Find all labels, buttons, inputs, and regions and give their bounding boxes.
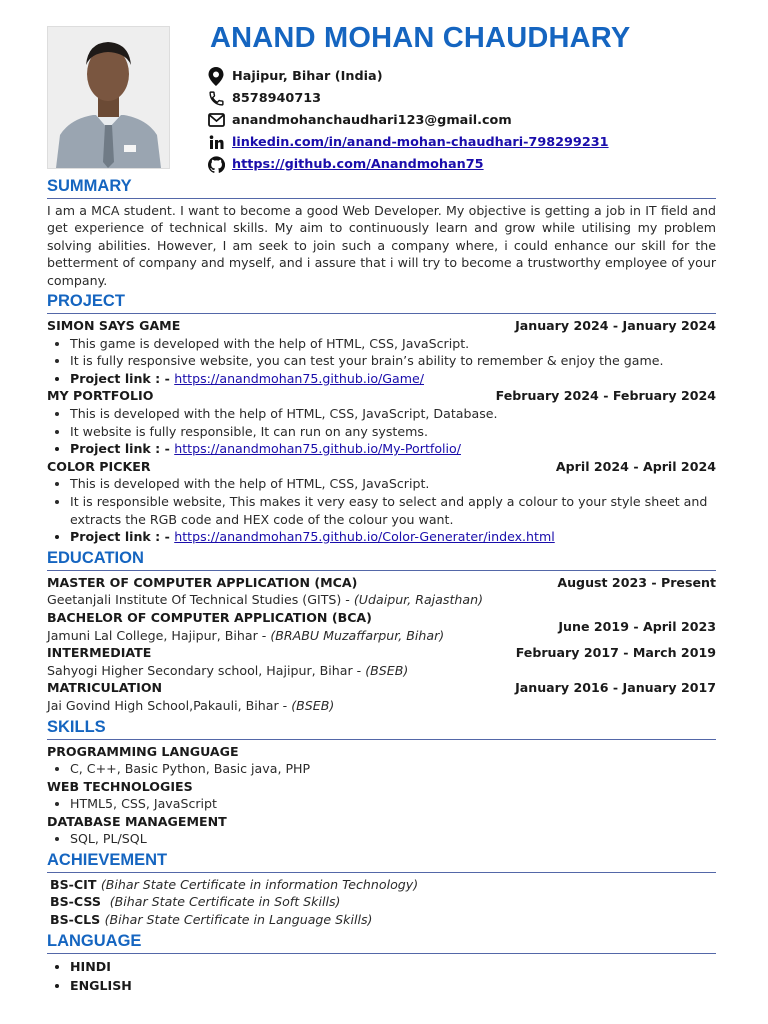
section-heading-achievement: ACHIEVEMENT <box>47 850 716 873</box>
email-text[interactable]: anandmohanchaudhari123@gmail.com <box>232 112 512 128</box>
contact-list <box>206 65 609 175</box>
education-item <box>47 679 716 714</box>
language-item: • HINDI <box>70 958 716 977</box>
institute-name: Jai Govind High School,Pakauli, Bihar - <box>47 697 292 713</box>
project-item <box>47 387 716 457</box>
section-heading-skills: SKILLS <box>47 717 716 740</box>
project-item <box>47 458 716 546</box>
contact-github[interactable] <box>206 153 609 175</box>
project-title: MY PORTFOLIO <box>47 388 154 404</box>
list-item: • HTML5, CSS, JavaScript <box>70 795 716 813</box>
institute-place: (BRABU Muzaffarpur, Bihar) <box>270 627 445 643</box>
education-date: January 2016 - January 2017 <box>515 680 716 696</box>
project-link[interactable]: https://anandmohan75.github.io/Color-Generater/index.html <box>174 529 555 545</box>
achievement-desc: (Bihar State Certificate in Soft Skills) <box>109 894 341 910</box>
institute-name: Geetanjali Institute Of Technical Studies (GITS) - <box>47 592 354 608</box>
education-item <box>47 574 716 609</box>
contact-linkedin[interactable] <box>206 131 609 153</box>
education-date: February 2017 - March 2019 <box>515 645 716 661</box>
github-link[interactable]: https://github.com/Anandmohan75 <box>232 156 484 172</box>
project-date: February 2024 - February 2024 <box>495 388 716 404</box>
institute-line <box>47 662 716 680</box>
github-icon <box>206 155 226 173</box>
skill-group-title: DATABASE MANAGEMENT <box>47 813 227 829</box>
skill-group-title: WEB TECHNOLOGIES <box>47 778 193 794</box>
institute-line <box>47 591 716 609</box>
language-item: • ENGLISH <box>70 977 716 996</box>
institute-line <box>47 627 444 645</box>
achievement-item <box>47 876 716 893</box>
institute-place: (BSEB) <box>291 697 335 713</box>
phone-icon <box>206 89 226 107</box>
location-text: Hajipur, Bihar (India) <box>232 68 383 84</box>
section-heading-language: LANGUAGE <box>47 931 716 954</box>
list-item: • This game is developed with the help of HTML, CSS, JavaScript. <box>70 335 716 353</box>
achievement-code: BS-CSS <box>50 894 110 910</box>
achievement-desc: (Bihar State Certificate in Language Skills) <box>104 911 373 927</box>
list-item: • It is fully responsive website, you can test your brain’s ability to remember & enjoy the game. <box>70 352 716 370</box>
education-date: August 2023 - Present <box>557 574 716 590</box>
institute-line <box>47 697 716 715</box>
project-link-row <box>70 440 716 458</box>
section-heading-summary: SUMMARY <box>47 176 716 199</box>
institute-place: (Udaipur, Rajasthan) <box>353 592 483 608</box>
linkedin-link[interactable]: linkedin.com/in/anand-mohan-chaudhari-798299231 <box>232 134 609 150</box>
project-date: January 2024 - January 2024 <box>515 318 716 334</box>
institute-place: (BSEB) <box>365 662 409 678</box>
skill-group-title: PROGRAMMING LANGUAGE <box>47 743 239 759</box>
linkedin-icon <box>206 133 226 151</box>
mail-icon <box>206 111 226 129</box>
achievement-item <box>47 911 716 928</box>
section-heading-education: EDUCATION <box>47 548 716 571</box>
education-item <box>47 644 716 679</box>
degree-title: BACHELOR OF COMPUTER APPLICATION (BCA) <box>47 609 372 625</box>
summary-text: I am a MCA student. I want to become a good Web Developer. My objective is getting a job in IT field and get experience of technical skills. My aim to continuously learn and grow while utilising my problem solving abilities. However, I am seek to join such a company where, i could enhance our skill for the betterment of company and myself, and i assure that i will try to become a trustworthy employee of your company. <box>47 203 716 288</box>
achievement-code: BS-CLS <box>50 911 105 927</box>
skill-group <box>47 813 716 848</box>
candidate-name: ANAND MOHAN CHAUDHARY <box>210 22 631 54</box>
phone-text: 8578940713 <box>232 90 322 106</box>
project-link[interactable]: https://anandmohan75.github.io/Game/ <box>174 370 425 386</box>
list-item: • This is developed with the help of HTML, CSS, JavaScript. <box>70 475 716 493</box>
project-link-row <box>70 370 716 388</box>
education-date: June 2019 - April 2023 <box>558 618 716 634</box>
contact-email[interactable] <box>206 109 609 131</box>
project-title: COLOR PICKER <box>47 458 151 474</box>
skill-group <box>47 743 716 778</box>
list-item: • This is developed with the help of HTML, CSS, JavaScript, Database. <box>70 405 716 423</box>
project-link[interactable]: https://anandmohan75.github.io/My-Portfolio/ <box>174 441 461 457</box>
degree-title: MATRICULATION <box>47 680 163 696</box>
project-link-row <box>70 528 716 546</box>
achievement-code: BS-CIT <box>50 877 101 893</box>
project-link-label: Project link : - <box>70 441 175 457</box>
project-link-label: Project link : - <box>70 529 175 545</box>
project-link-label: Project link : - <box>70 370 175 386</box>
location-pin-icon <box>206 67 226 85</box>
skill-group <box>47 778 716 813</box>
project-date: April 2024 - April 2024 <box>555 458 716 474</box>
resume-body <box>47 174 716 995</box>
education-item <box>47 609 716 644</box>
profile-photo <box>47 26 170 169</box>
contact-phone <box>206 87 609 109</box>
list-item: • It website is fully responsible, It can run on any systems. <box>70 423 716 441</box>
list-item: • SQL, PL/SQL <box>70 830 716 848</box>
project-item <box>47 317 716 387</box>
section-heading-project: PROJECT <box>47 291 716 314</box>
degree-title: MASTER OF COMPUTER APPLICATION (MCA) <box>47 574 358 590</box>
project-title: SIMON SAYS GAME <box>47 318 181 334</box>
institute-name: Jamuni Lal College, Hajipur, Bihar - <box>47 627 271 643</box>
list-item: • It is responsible website, This makes it very easy to select and apply a colour to your style sheet and extracts the RGB code and HEX code of the colour you want. <box>70 493 716 528</box>
achievement-item <box>47 893 716 910</box>
institute-name: Sahyogi Higher Secondary school, Hajipur, Bihar - <box>47 662 366 678</box>
achievement-desc: (Bihar State Certificate in information Technology) <box>100 877 419 893</box>
contact-location <box>206 65 609 87</box>
list-item: • C, C++, Basic Python, Basic java, PHP <box>70 760 716 778</box>
degree-title: INTERMEDIATE <box>47 645 152 661</box>
